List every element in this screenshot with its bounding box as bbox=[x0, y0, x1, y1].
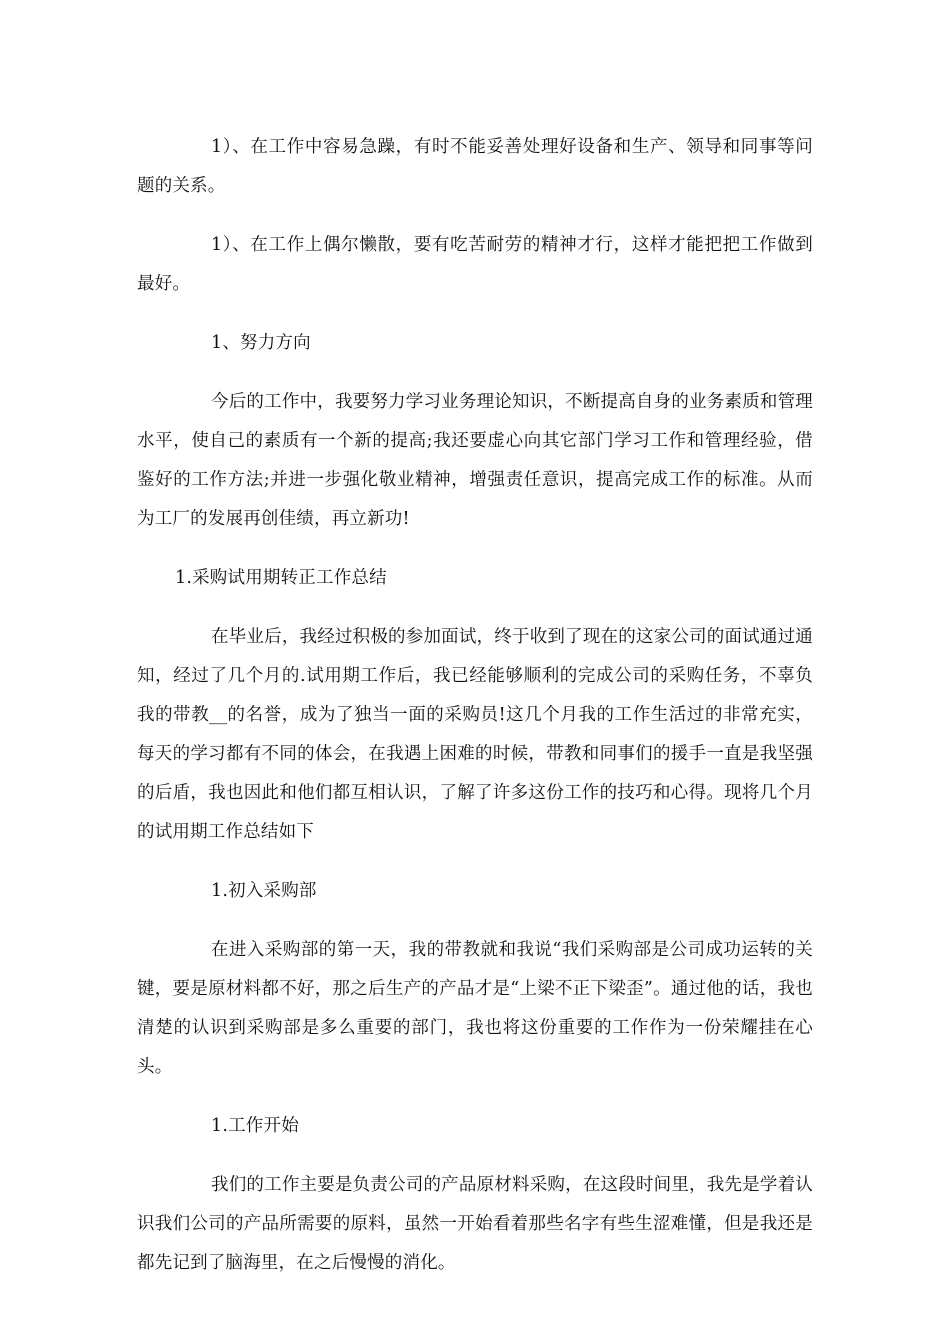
paragraph-weakness-2: 1）、在工作上偶尔懒散，要有吃苦耐劳的精神才行，这样才能把把工作做到最好。 bbox=[137, 235, 813, 294]
paragraph-weakness-1: 1）、在工作中容易急躁，有时不能妥善处理好设备和生产、领导和同事等问题的关系。 bbox=[137, 137, 813, 196]
paragraph-after-graduation: 在毕业后，我经过积极的参加面试，终于收到了现在的这家公司的面试通过通知，经过了几个月的.试用期工作后，我已经能够顺利的完成公司的采购任务，不辜负我的带教__的名誉，成为了独当一面的采购员!这几个月我的工作生活过的非常充实，每天的学习都有不同的体会，在我遇上困难的时候，带教和同事们的援手一直是我坚强的后盾，我也因此和他们都互相认识，了解了许多这份工作的技巧和心得。现将几个月的试用期工作总结如下 bbox=[137, 627, 813, 842]
paragraph-first-day: 在进入采购部的第一天，我的带教就和我说“我们采购部是公司成功运转的关键，要是原材料都不好，那之后生产的产品才是“上梁不正下梁歪”。通过他的话，我也清楚的认识到采购部是多么重要的部门，我也将这份重要的工作作为一份荣耀挂在心头。 bbox=[137, 940, 813, 1077]
heading-effort-direction: 1、努力方向 bbox=[211, 333, 311, 353]
heading-joining-department: 1.初入采购部 bbox=[211, 881, 317, 901]
paragraph-future-work: 今后的工作中，我要努力学习业务理论知识，不断提高自身的业务素质和管理水平，使自己的素质有一个新的提高;我还要虚心向其它部门学习工作和管理经验，借鉴好的工作方法;并进一步强化敬业精神，增强责任意识，提高完成工作的标准。从而为工厂的发展再创佳绩，再立新功! bbox=[137, 392, 813, 529]
paragraph-work-duties: 我们的工作主要是负责公司的产品原材料采购，在这段时间里，我先是学着认识我们公司的产品所需要的原料，虽然一开始看着那些名字有些生涩难懂，但是我还是都先记到了脑海里，在之后慢慢的消化。 bbox=[137, 1175, 813, 1273]
heading-procurement-summary: 1.采购试用期转正工作总结 bbox=[175, 568, 387, 588]
document-body bbox=[137, 128, 813, 1303]
heading-work-begins: 1.工作开始 bbox=[211, 1116, 299, 1136]
